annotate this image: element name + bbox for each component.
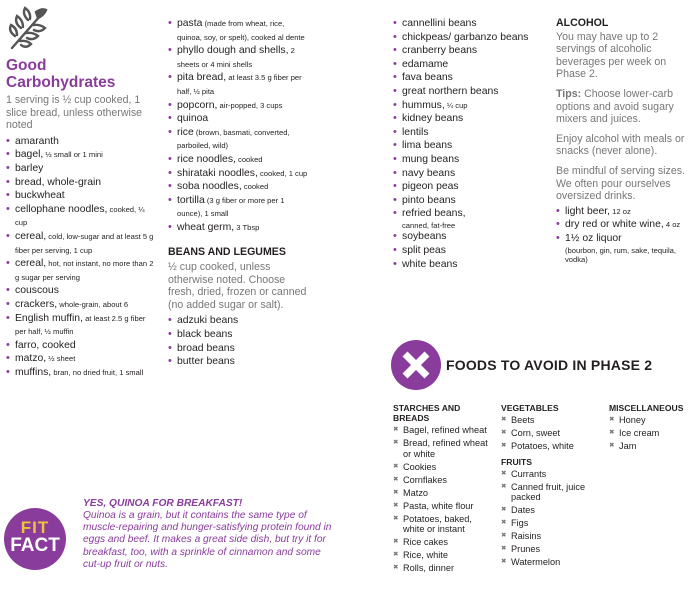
item-name: great northern beans	[402, 85, 499, 97]
list-item	[393, 258, 538, 272]
item-qualifier: 3 Tbsp	[234, 222, 260, 232]
list-item	[6, 230, 156, 257]
avoid-title: FOODS TO AVOID IN PHASE 2	[446, 357, 653, 373]
list-item	[6, 257, 156, 284]
item-qualifier: canned, fat-free	[402, 220, 456, 230]
alcohol-section	[556, 17, 696, 264]
fruits-list	[501, 469, 605, 568]
item-name: broad beans	[177, 342, 235, 354]
item-name: bread, whole-grain	[15, 176, 102, 188]
list-item	[556, 218, 696, 232]
item-qualifier: (made from wheat, rice, quinoa, soy, or spelt), cooked al dente	[177, 19, 305, 42]
list-item	[393, 112, 538, 126]
avoid-item: ✖ Canned fruit, juice packed	[501, 482, 605, 503]
item-qualifier: at least 3.5 g fiber per half, ½ pita	[177, 73, 302, 96]
good-carbs-col2	[168, 17, 310, 369]
list-item	[393, 44, 538, 58]
good-carbs-title: Good Carbohydrates	[6, 57, 116, 91]
list-item	[393, 99, 538, 113]
item-name: soybeans	[402, 231, 447, 243]
avoid-item: ✖ Rice cakes	[393, 537, 493, 548]
wheat-icon	[6, 6, 50, 52]
item-name: rice noodles,	[177, 153, 236, 165]
fit-fact-title: YES, QUINOA FOR BREAKFAST!	[83, 498, 243, 509]
avoid-item: ✖ Rolls, dinner	[393, 563, 493, 574]
item-name: pinto beans	[402, 194, 456, 206]
list-item	[556, 232, 696, 264]
list-item	[6, 176, 156, 190]
item-name: mung beans	[402, 153, 460, 165]
avoid-item: ✖ Corn, sweet	[501, 428, 605, 439]
avoid-item: ✖ Figs	[501, 518, 605, 529]
list-item	[168, 355, 310, 369]
item-name: chickpeas/ garbanzo beans	[402, 31, 529, 43]
beans-intro: ½ cup cooked, unless otherwise noted. Choose fresh, dried, frozen or canned (no added sugar or salt).	[168, 261, 307, 311]
item-name: edamame	[402, 58, 449, 70]
item-name: phyllo dough and shells,	[177, 45, 289, 57]
avoid-item: ✖ Prunes	[501, 544, 605, 555]
list-item	[6, 189, 156, 203]
fruits-title: FRUITS	[501, 456, 533, 467]
vegetables-list	[501, 415, 605, 452]
item-name: amaranth	[15, 135, 59, 147]
good-carbs-section	[6, 57, 156, 379]
item-name: quinoa	[177, 113, 209, 125]
alcohol-p4: Be mindful of serving sizes. We often pour ourselves oversized drinks.	[556, 164, 685, 203]
item-qualifier: 4 oz	[663, 220, 681, 230]
avoid-item: ✖ Currants	[501, 469, 605, 480]
list-item	[556, 205, 696, 219]
list-item	[6, 284, 156, 298]
item-name: English muffin,	[15, 312, 83, 324]
avoid-item: ✖ Ice cream	[609, 428, 699, 439]
item-name: hummus,	[402, 99, 445, 111]
list-item	[393, 194, 538, 208]
item-name: black beans	[177, 329, 233, 341]
item-qualifier: cooked	[235, 154, 263, 164]
item-qualifier: cooked	[241, 182, 269, 192]
item-name: crackers,	[15, 298, 58, 310]
avoid-item: ✖ Honey	[609, 415, 699, 426]
good-carbs-list-2	[168, 17, 310, 235]
item-qualifier: (brown, basmati, converted, parboiled, wild)	[177, 127, 290, 151]
avoid-item: ✖ Bread, refined wheat or white	[393, 438, 493, 459]
item-qualifier: (3 g fiber or more per 1 ounce), 1 small	[177, 195, 285, 219]
list-item	[168, 44, 310, 71]
list-item	[393, 139, 538, 153]
list-item	[168, 126, 310, 153]
fit-fact-body: Quinoa is a grain, but it contains the same type of muscle-repairing and hunger-satisfying protein found in eggs and beef. It makes a great side dish, but try it for breakfast, too, with a sprinkle of cinnamon and some cut-up fruit or nuts.	[83, 510, 332, 570]
item-name: pigeon peas	[402, 181, 459, 193]
item-qualifier: 2 sheets or 4 mini shells	[177, 46, 295, 69]
item-name: tortilla	[177, 194, 205, 206]
item-name: muffins,	[15, 366, 52, 378]
x-circle-icon	[391, 340, 441, 390]
item-name: soba noodles,	[177, 181, 242, 193]
alcohol-list	[556, 205, 696, 265]
beans-title: BEANS AND LEGUMES	[168, 245, 286, 258]
item-qualifier: cooked, ¼ cup	[15, 204, 145, 228]
list-item	[6, 352, 156, 366]
item-name: butter beans	[177, 356, 235, 368]
item-name: barley	[15, 162, 44, 174]
avoid-item: ✖ Jam	[609, 441, 699, 452]
list-item	[393, 244, 538, 258]
item-qualifier: cold, low-sugar and at least 5 g fiber per serving, 1 cup	[15, 231, 154, 255]
list-item	[6, 366, 156, 380]
item-name: white beans	[402, 258, 458, 270]
avoid-item: ✖ Raisins	[501, 531, 605, 542]
avoid-item: ✖ Dates	[501, 505, 605, 516]
item-name: shirataki noodles,	[177, 167, 258, 179]
alcohol-tips	[556, 88, 696, 126]
item-name: cereal,	[15, 258, 47, 270]
list-item	[168, 342, 310, 356]
misc-title: MISCELLANEOUS	[609, 403, 684, 413]
list-item	[6, 148, 156, 162]
list-item	[393, 180, 538, 194]
item-name: matzo,	[15, 353, 47, 365]
good-carbs-list-1	[6, 135, 156, 380]
avoid-item: ✖ Potatoes, baked, white or instant	[393, 514, 493, 535]
avoid-item: ✖ Beets	[501, 415, 605, 426]
item-name: dry red or white wine,	[565, 219, 664, 231]
item-name: wheat germ,	[177, 221, 235, 233]
list-item	[168, 112, 310, 126]
item-name: navy beans	[402, 167, 456, 179]
item-qualifier: 12 oz	[610, 206, 631, 216]
item-name: popcorn,	[177, 99, 218, 111]
list-item	[6, 298, 156, 312]
item-name: adzuki beans	[177, 315, 239, 327]
starches-title: STARCHES AND BREADS	[393, 403, 461, 423]
avoid-item: ✖ Cornflakes	[393, 475, 493, 486]
item-name: refried beans,	[402, 208, 466, 220]
alcohol-p3: Enjoy alcohol with meals or snacks (never alone).	[556, 132, 685, 158]
item-qualifier: cooked, 1 cup	[257, 168, 308, 178]
misc-list	[609, 415, 699, 452]
alcohol-p1: You may have up to 2 servings of alcoholic beverages per week on Phase 2.	[556, 30, 667, 81]
tips-label: Tips:	[556, 87, 582, 100]
list-item	[6, 203, 156, 230]
list-item	[6, 162, 156, 176]
item-qualifier: (bourbon, gin, rum, sake, tequila, vodka)	[565, 245, 677, 264]
list-item	[393, 207, 538, 230]
avoid-item: ✖ Bagel, refined wheat	[393, 425, 493, 436]
list-item	[168, 99, 310, 113]
beans-list-1	[168, 314, 310, 368]
list-item	[393, 71, 538, 85]
tips-text: Choose lower-carb options and avoid sugary mixers and juices.	[556, 87, 674, 126]
item-name: split peas	[402, 244, 446, 256]
item-name: rice	[177, 126, 194, 138]
avoid-starches	[393, 403, 493, 576]
list-item	[393, 85, 538, 99]
list-item	[168, 314, 310, 328]
starches-list	[393, 425, 493, 574]
beans-list-2	[393, 17, 538, 271]
avoid-item: ✖ Cookies	[393, 462, 493, 473]
avoid-item: ✖ Potatoes, white	[501, 441, 605, 452]
alcohol-title: ALCOHOL	[556, 17, 609, 29]
item-name: kidney beans	[402, 113, 464, 125]
item-qualifier: whole-grain, about 6	[57, 299, 129, 309]
item-name: cereal,	[15, 230, 47, 242]
item-name: bagel,	[15, 149, 44, 161]
avoid-veg-fruit	[501, 403, 605, 570]
item-name: lentils	[402, 126, 429, 138]
item-name: cellophane noodles,	[15, 203, 108, 215]
list-item	[393, 167, 538, 181]
item-name: light beer,	[565, 205, 611, 217]
fit-fact-text	[83, 498, 335, 571]
list-item	[168, 194, 310, 221]
fit-fact-badge-line2: FACT	[10, 535, 60, 556]
avoid-item: ✖ Matzo	[393, 488, 493, 499]
item-qualifier: ¼ cup	[444, 100, 468, 110]
item-qualifier: air-popped, 3 cups	[217, 100, 283, 110]
fit-fact-badge-line1: FIT	[20, 518, 50, 537]
list-item	[168, 17, 310, 44]
list-item	[6, 312, 156, 339]
vegetables-title: VEGETABLES	[501, 403, 559, 413]
avoid-item: ✖ Pasta, white flour	[393, 501, 493, 512]
item-name: fava beans	[402, 72, 453, 84]
item-qualifier: ½ sheet	[46, 354, 76, 364]
item-name: farro, cooked	[15, 339, 76, 351]
item-qualifier: bran, no dried fruit, 1 small	[51, 367, 144, 377]
list-item	[393, 230, 538, 244]
item-name: 1½ oz liquor	[565, 232, 622, 244]
list-item	[393, 126, 538, 140]
list-item	[6, 135, 156, 149]
item-name: couscous	[15, 285, 59, 297]
good-carbs-intro: 1 serving is ½ cup cooked, 1 slice bread, unless otherwise noted	[6, 94, 143, 132]
item-name: buckwheat	[15, 190, 65, 202]
list-item	[168, 328, 310, 342]
avoid-item: ✖ Rice, white	[393, 550, 493, 561]
list-item	[168, 167, 310, 181]
item-name: pita bread,	[177, 72, 227, 84]
item-name: cranberry beans	[402, 45, 478, 57]
avoid-misc	[609, 403, 699, 454]
list-item	[168, 71, 310, 98]
item-name: pasta	[177, 18, 203, 29]
fit-fact-badge	[4, 508, 66, 570]
item-name: cannellini beans	[402, 18, 477, 29]
list-item	[168, 153, 310, 167]
list-item	[393, 58, 538, 72]
list-item	[393, 17, 538, 31]
item-name: lima beans	[402, 140, 453, 152]
list-item	[168, 180, 310, 194]
list-item	[393, 31, 538, 45]
item-qualifier: at least 2.5 g fiber per half, ½ muffin	[15, 313, 146, 337]
beans-col3	[393, 17, 538, 271]
list-item	[393, 153, 538, 167]
list-item	[168, 221, 310, 235]
item-qualifier: hot, not instant, no more than 2 g sugar per serving	[15, 259, 154, 282]
item-qualifier: ½ small or 1 mini	[43, 150, 103, 160]
avoid-item: ✖ Watermelon	[501, 557, 605, 568]
list-item	[6, 339, 156, 353]
